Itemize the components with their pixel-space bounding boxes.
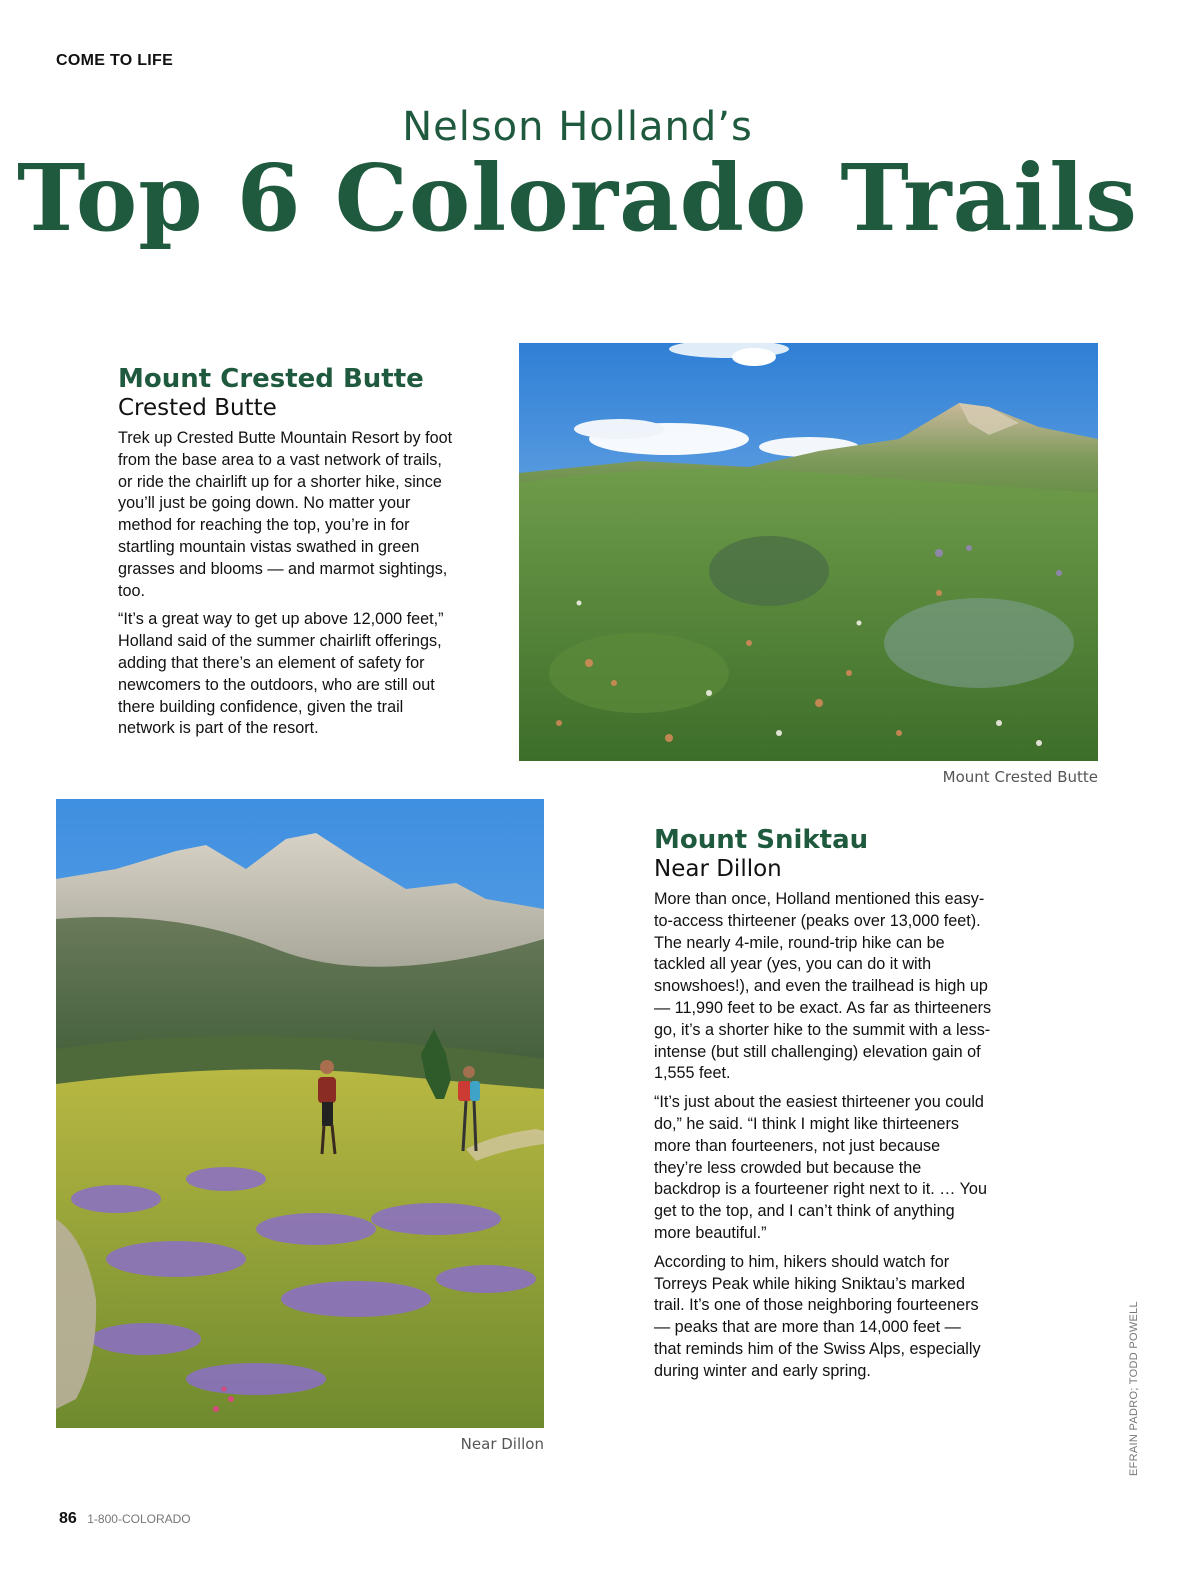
body-paragraph: Trek up Crested Butte Mountain Resort by foot from the base area to a vast network of trails, or ride the chairlift up for a shorter hike, since you’ll just be going down. No matter your method for reaching the top, you’re in for startling mountain vistas swathed in green grasses and blooms — and marmot sightings, too. — [118, 429, 453, 600]
trail-name: Mount Sniktau — [654, 825, 869, 855]
page-number: 86 — [59, 1510, 77, 1527]
article-mount-sniktau — [654, 825, 992, 1390]
photo-credit: EFRAIN PADRO; TODD POWELL — [1128, 1301, 1140, 1476]
trail-location: Near Dillon — [654, 856, 782, 882]
body-paragraph: “It’s a great way to get up above 12,000 feet,” Holland said of the summer chairlift offerings, adding that there’s an element of safety for newcomers to the outdoors, who are still out there building confidence, given the trail network is part of the resort. — [118, 610, 444, 738]
photo-caption: Mount Crested Butte — [942, 768, 1098, 786]
body-paragraph: According to him, hikers should watch for Torreys Peak while hiking Sniktau’s marked trail. It’s one of those neighboring fourteeners — peaks that are more than 14,000 feet — that reminds him of the Swiss Alps, especially during winter and early spring. — [654, 1252, 981, 1380]
article-title: Top 6 Colorado Trails — [17, 144, 1138, 252]
trail-location: Crested Butte — [118, 395, 277, 421]
section-label: COME TO LIFE — [56, 52, 174, 69]
article-mount-crested-butte — [118, 364, 456, 747]
page-footer — [59, 1510, 191, 1528]
photo-near-dillon — [56, 799, 544, 1428]
body-paragraph: More than once, Holland mentioned this easy-to-access thirteener (peaks over 13,000 feet). The nearly 4-mile, round-trip hike can be tackled all year (yes, you can do it with snowshoes!), and even the trailhead is high up — 11,990 feet to be exact. As far as thirteeners go, it’s a shorter hike to the summit with a less-intense (but still challenging) elevation gain of 1,555 feet. — [654, 890, 992, 1083]
footer-phone: 1-800-COLORADO — [87, 1512, 191, 1526]
photo-caption: Near Dillon — [460, 1435, 544, 1453]
body-paragraph: “It’s just about the easiest thirteener you could do,” he said. “I think I might like thirteeners more than fourteeners, not just because they’re less crowded but because the backdrop is a fourteener right next to it. … You get to the top, and I can’t think of anything more beautiful.” — [654, 1093, 987, 1242]
photo-mount-crested-butte — [519, 343, 1098, 761]
trail-name: Mount Crested Butte — [118, 364, 424, 394]
article-supertitle: Nelson Holland’s — [402, 104, 753, 150]
